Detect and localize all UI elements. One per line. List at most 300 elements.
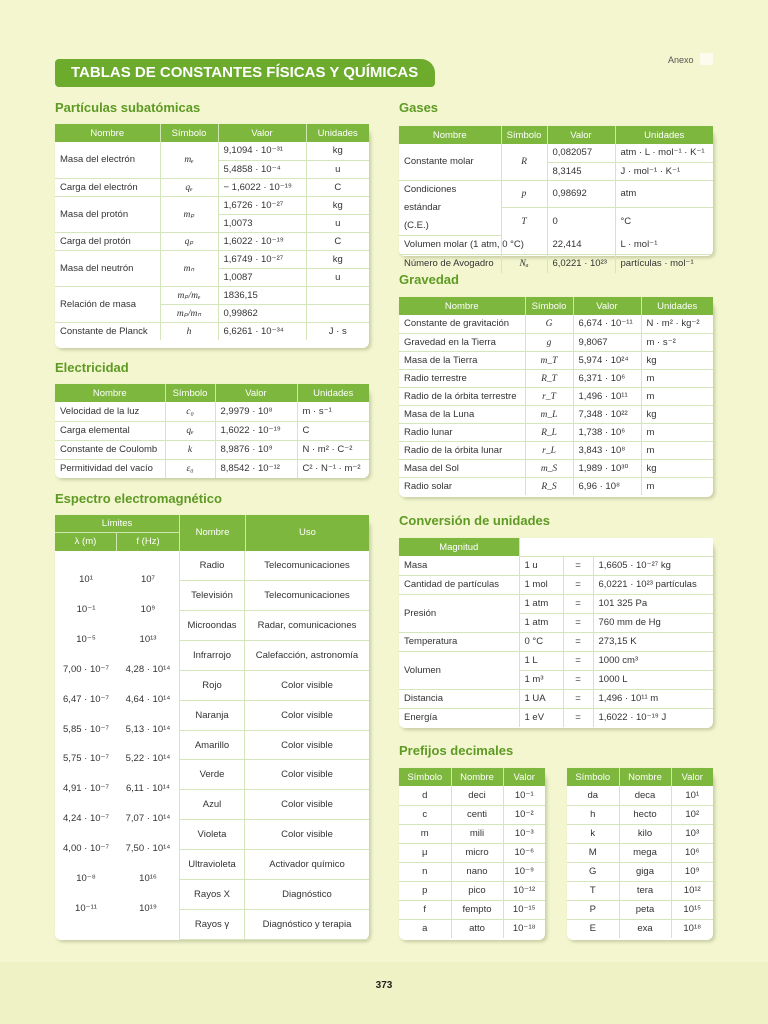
table-cell: 1,6605 · 10⁻²⁷ kg [593,556,713,575]
table-row [399,708,713,727]
table-row [399,333,713,351]
freq-limit: 5,22 · 10¹⁴ [125,753,171,765]
table-cell: 6,6261 · 10⁻³⁴ [218,322,306,340]
table-cell: 6,96 · 10⁸ [573,477,641,495]
table-cell: 760 mm de Hg [593,613,713,632]
freq-limit: 7,50 · 10¹⁴ [125,843,171,855]
table-cell: 10⁻¹ [503,786,545,805]
table-cell: 10¹⁵ [671,900,713,919]
subatomic-title: Partículas subatómicas [55,100,201,115]
table-cell: mₚ/mₑ [160,286,218,304]
gas-row-unit: atm [615,180,713,208]
table-cell: = [563,689,593,708]
table-cell: Masa del protón [55,196,160,232]
table-cell: = [563,575,593,594]
spectrum-band-use: Color visible [245,671,369,701]
table-cell: 9,1094 · 10⁻³¹ [218,142,306,160]
table-row [567,824,713,843]
column-header: Unidades [306,124,369,142]
lambda-limit: 10⁻¹¹ [75,903,97,915]
lambda-limit: 5,75 · 10⁻⁷ [63,753,109,765]
subatomic-table [55,124,369,348]
table-cell: Cantidad de partículas [399,575,519,594]
lambda-limit: 6,47 · 10⁻⁷ [63,693,109,705]
table-cell: Masa de la Luna [399,405,525,423]
table-cell: 1,496 · 10¹¹ [573,387,641,405]
table-row [55,322,369,340]
table-cell: μ [399,843,451,862]
table-cell: micro [451,843,503,862]
table-row [55,178,369,196]
table-cell: 10⁻³ [503,824,545,843]
spectrum-band-use: Color visible [245,731,369,761]
table-cell: 1 u [519,556,563,575]
table-cell: m [641,423,713,441]
table-cell: 10¹⁸ [683,923,702,935]
table-row [399,824,545,843]
lambda-limit: 4,00 · 10⁻⁷ [63,843,109,855]
table-cell: 9,8067 [573,333,641,351]
table-cell: Nₐ [501,254,547,273]
gravity-title: Gravedad [399,272,459,287]
spectrum-band-use: Radar, comunicaciones [245,611,369,641]
column-header: Valor [503,768,545,786]
column-header: Unidades [641,297,713,315]
table-cell: nano [451,862,503,881]
spectrum-name-header: Nombre [179,515,245,551]
table-cell: 1 L [519,651,563,670]
table-cell: = [563,670,593,689]
column-header: Nombre [399,297,525,315]
table-cell: 10⁻¹² [503,881,545,900]
electricity-title: Electricidad [55,360,129,375]
lambda-limit: 10¹ [79,573,93,585]
spectrum-band-name: Microondas [179,611,245,641]
table-cell: centi [451,805,503,824]
table-row [399,900,545,919]
table-cell: 1000 L [593,670,713,689]
spectrum-band-name: Radio [179,551,245,581]
table-cell: 22,414 [547,235,615,254]
table-row [399,315,713,333]
gas-row-value: 0,98692 [547,180,615,208]
lambda-limit: 4,91 · 10⁻⁷ [63,783,109,795]
table-row [399,632,713,651]
table-row [399,919,545,938]
table-cell: 10⁻² [503,805,545,824]
table-row [399,556,713,575]
table-cell: k [165,440,215,459]
electricity-table [55,384,369,478]
table-cell: 5,974 · 10²⁴ [573,351,641,369]
table-cell: 10³ [671,824,713,843]
table-cell: m_S [525,459,573,477]
column-header: Nombre [619,768,671,786]
table-cell: = [563,613,593,632]
spectrum-band-name: Infrarrojo [179,641,245,671]
gas-row-symbol: T [501,208,547,236]
table-cell: 10⁶ [671,843,713,862]
column-header: Nombre [55,384,165,402]
table-cell: m_T [525,351,573,369]
table-cell: C [306,178,369,196]
table-cell: T [567,881,619,900]
table-cell: N · m² · C⁻² [297,440,369,459]
freq-limit: 4,64 · 10¹⁴ [125,693,171,705]
table-cell: f [399,900,451,919]
table-cell: Constante de gravitación [399,315,525,333]
table-cell: 1836,15 [218,286,306,304]
table-cell: 10¹² [671,881,713,900]
freq-header: f (Hz) [117,533,179,551]
table-cell [306,286,369,304]
table-cell: tera [619,881,671,900]
table-cell: h [567,805,619,824]
column-header: Valor [547,126,615,144]
table-cell: 10² [671,805,713,824]
column-header: Símbolo [501,126,547,144]
table-cell: Temperatura [399,632,519,651]
spectrum-band-name: Naranja [179,701,245,731]
table-cell: = [563,651,593,670]
table-cell: exa [619,919,671,938]
column-header: Nombre [55,124,160,142]
lambda-limit: 10⁻⁸ [76,873,96,885]
table-cell: a [399,919,451,938]
column-header: Unidades [297,384,369,402]
table-cell: Permitividad del vacío [55,459,165,478]
spectrum-band-use: Color visible [245,790,369,820]
table-cell: Carga elemental [55,421,165,440]
table-cell: 1,989 · 10³⁰ [573,459,641,477]
table-cell: Masa de la Tierra [399,351,525,369]
table-cell: 6,674 · 10⁻¹¹ [573,315,641,333]
table-cell: kilo [619,824,671,843]
table-cell: m · s⁻² [641,333,713,351]
gas-row-name: Constante molar [399,144,501,180]
table-cell: m [646,480,655,492]
table-cell: = [563,556,593,575]
table-row [399,235,713,254]
table-cell: 5,4858 · 10⁻⁴ [218,160,306,178]
column-header: Valor [671,768,713,786]
table-cell: g [525,333,573,351]
table-cell: 1 m³ [519,670,563,689]
table-cell: u [306,268,369,286]
table-row [399,423,713,441]
table-cell [306,304,369,322]
table-cell: Distancia [399,689,519,708]
spectrum-band-use: Color visible [245,760,369,790]
column-header: Unidades [615,126,713,144]
table-cell: r_T [525,387,573,405]
table-row [399,862,545,881]
table-cell: 1000 cm³ [593,651,713,670]
table-row [567,862,713,881]
table-row [55,250,369,268]
freq-limit: 10⁷ [140,573,155,585]
table-cell: J · s [328,325,347,337]
table-cell: Volumen molar (1 atm, 0 °C) [399,235,501,254]
freq-limit: 6,11 · 10¹⁴ [125,783,171,795]
table-cell: Radio de la órbita terrestre [399,387,525,405]
magnitud-header: Magnitud [399,538,519,556]
table-cell: hecto [619,805,671,824]
table-cell: Masa del Sol [399,459,525,477]
table-cell: qₚ [160,232,218,250]
table-cell: P [567,900,619,919]
table-cell: Masa [399,556,519,575]
limits-header: Límites [55,515,179,533]
column-header: Símbolo [525,297,573,315]
table-cell: ε₀ [165,459,215,478]
table-cell: 101 325 Pa [593,594,713,613]
table-cell: mili [451,824,503,843]
table-cell: qₑ [160,178,218,196]
table-cell: 1 atm [519,613,563,632]
gravity-table [399,297,713,497]
table-cell: 1,738 · 10⁶ [573,423,641,441]
freq-limit: 10¹⁶ [139,873,157,885]
gases-table [399,126,713,270]
spectrum-use-header: Uso [245,515,369,551]
table-cell: Radio terrestre [399,369,525,387]
conversion-table [399,538,713,728]
table-cell: mₚ/mₙ [160,304,218,322]
column-header: Símbolo [165,384,215,402]
spectrum-band-use: Telecomunicaciones [245,551,369,581]
table-row [55,421,369,440]
table-row [55,402,369,421]
table-cell: Volumen [399,651,519,689]
lambda-header: λ (m) [55,533,117,551]
gas-row-value: 0,082057 [547,144,615,162]
table-cell: Constante de Planck [55,322,160,340]
table-cell: k [567,824,619,843]
spectrum-band-name: Rayos γ [179,910,245,940]
table-cell: 1,6022 · 10⁻¹⁹ [218,232,306,250]
table-cell: 10⁻¹⁸ [512,923,536,935]
table-cell: 1 mol [519,575,563,594]
table-cell: fempto [451,900,503,919]
table-cell: 3,843 · 10⁸ [573,441,641,459]
table-row [567,900,713,919]
table-cell: mₚ [160,196,218,232]
table-cell: 8,9876 · 10⁹ [215,440,297,459]
table-cell: 2,9979 · 10⁸ [215,402,297,421]
spectrum-band-name: Amarillo [179,731,245,761]
page-title: TABLAS DE CONSTANTES FÍSICAS Y QUÍMICAS [55,59,435,87]
spectrum-band-name: Televisión [179,581,245,611]
table-row [55,196,369,214]
table-cell: 10⁻¹⁵ [503,900,545,919]
freq-limit: 10¹³ [139,633,157,645]
table-cell: Relación de masa [55,286,160,322]
table-cell: m_L [525,405,573,423]
gas-row-unit: atm · L · mol⁻¹ · K⁻¹ [615,144,713,162]
lambda-limit: 5,85 · 10⁻⁷ [63,723,109,735]
table-cell: 1,0073 [218,214,306,232]
table-row [399,369,713,387]
table-cell: − 1,6022 · 10⁻¹⁹ [218,178,306,196]
table-cell: 10⁻⁶ [503,843,545,862]
table-cell: Radio de la órbita lunar [399,441,525,459]
gas-row-value: 0 [547,208,615,236]
conversion-blank-header [519,538,713,556]
table-row [399,477,713,495]
spectrum-band-use: Diagnóstico [245,880,369,910]
table-row [55,440,369,459]
table-cell: deci [451,786,503,805]
table-cell: 6,0221 · 10²³ [547,254,615,273]
table-row [567,805,713,824]
freq-limit: 10¹⁹ [139,903,157,915]
table-cell: Gravedad en la Tierra [399,333,525,351]
table-row [567,786,713,805]
table-cell: 10¹ [671,786,713,805]
footer-strip [0,962,768,1024]
table-cell: Masa del electrón [55,142,160,178]
section-marker [700,53,713,65]
table-cell: 6,0221 · 10²³ partículas [593,575,713,594]
prefixes-table-left [399,768,545,940]
table-row [399,387,713,405]
spectrum-band-name: Azul [179,790,245,820]
table-cell: kg [641,459,713,477]
spectrum-table [55,515,369,940]
table-cell: 1 eV [519,708,563,727]
table-cell: C² · N⁻¹ · m⁻² [302,463,361,475]
lambda-limit: 10⁻¹ [76,603,96,615]
spectrum-band-name: Rayos X [179,880,245,910]
table-row [399,405,713,423]
spectrum-band-name: Violeta [179,820,245,850]
table-cell: m [641,441,713,459]
column-header: Valor [215,384,297,402]
table-row [399,881,545,900]
table-cell: = [563,632,593,651]
gas-row-symbol: R [501,144,547,180]
table-cell: Masa del neutrón [55,250,160,286]
freq-limit: 4,28 · 10¹⁴ [125,663,171,675]
table-cell: C [297,421,369,440]
table-cell: C [306,232,369,250]
table-cell: 273,15 K [593,632,713,651]
table-cell: giga [619,862,671,881]
table-row [55,142,369,160]
table-cell: L · mol⁻¹ [615,235,713,254]
prefixes-table-right [567,768,713,940]
table-cell: kg [306,142,369,160]
table-row [55,286,369,304]
table-cell: h [160,322,218,340]
table-cell: p [399,881,451,900]
table-row [399,254,713,273]
table-cell: c [399,805,451,824]
table-cell: kg [306,196,369,214]
table-cell: 1,496 · 10¹¹ m [593,689,713,708]
lambda-limit: 10⁻⁵ [76,633,96,645]
table-cell: Constante de Coulomb [55,440,165,459]
freq-limit: 7,07 · 10¹⁴ [125,813,171,825]
table-cell: mₑ [160,142,218,178]
table-cell: 0 °C [519,632,563,651]
table-cell: m [399,824,451,843]
column-header: Valor [218,124,306,142]
spectrum-band-name: Verde [179,760,245,790]
column-header: Símbolo [567,768,619,786]
table-cell: 1,0087 [218,268,306,286]
table-row [399,651,713,670]
table-row [399,441,713,459]
gas-row-symbol: p [501,180,547,208]
table-cell: 0,99862 [218,304,306,322]
lambda-limit: 7,00 · 10⁻⁷ [63,663,109,675]
table-row [399,843,545,862]
table-row [399,575,713,594]
table-cell: R_L [525,423,573,441]
table-cell: deca [619,786,671,805]
table-cell: Velocidad de la luz [55,402,165,421]
spectrum-band-use: Calefacción, astronomía [245,641,369,671]
spectrum-band-use: Activador químico [245,850,369,880]
table-cell: Energía [399,708,519,727]
table-cell: 7,348 · 10²² [573,405,641,423]
gas-row-unit: °C [620,216,632,227]
section-label: Anexo [668,55,694,65]
spectrum-band-use: Color visible [245,820,369,850]
gas-row-unit: J · mol⁻¹ · K⁻¹ [615,162,713,180]
table-cell: m · s⁻¹ [297,402,369,421]
table-cell: u [306,160,369,178]
table-cell: mₙ [160,250,218,286]
table-cell: kg [641,351,713,369]
table-cell: 10⁻⁹ [503,862,545,881]
prefixes-title: Prefijos decimales [399,743,514,758]
table-cell: mega [619,843,671,862]
table-row [55,232,369,250]
spectrum-body [55,551,369,940]
table-cell: c₀ [165,402,215,421]
freq-limit: 10⁹ [140,603,156,615]
table-cell: 1,6022 · 10⁻¹⁹ J [598,712,667,724]
table-cell: 1 UA [519,689,563,708]
column-header: Nombre [399,126,501,144]
spectrum-band-name: Ultravioleta [179,850,245,880]
spectrum-band-name: Rojo [179,671,245,701]
table-cell: N · m² · kg⁻² [641,315,713,333]
table-cell: Número de Avogadro [399,254,501,273]
freq-limit: 5,13 · 10¹⁴ [125,723,171,735]
gas-row-name: Condiciones estándar (C.E.) [399,180,501,235]
table-cell: m [641,387,713,405]
table-cell: R_T [525,369,573,387]
page-number: 373 [375,980,393,991]
lambda-limit: 4,24 · 10⁻⁷ [63,813,109,825]
column-header: Nombre [451,768,503,786]
table-cell: 1,6022 · 10⁻¹⁹ [215,421,297,440]
table-row [399,459,713,477]
table-cell: kg [641,405,713,423]
column-header: Símbolo [160,124,218,142]
table-cell: partículas · mol⁻¹ [620,258,694,270]
spectrum-title: Espectro electromagnético [55,491,222,506]
table-cell: r_L [525,441,573,459]
table-cell: Carga del protón [55,232,160,250]
table-row [55,459,369,478]
table-cell: 6,371 · 10⁶ [573,369,641,387]
table-cell: n [399,862,451,881]
